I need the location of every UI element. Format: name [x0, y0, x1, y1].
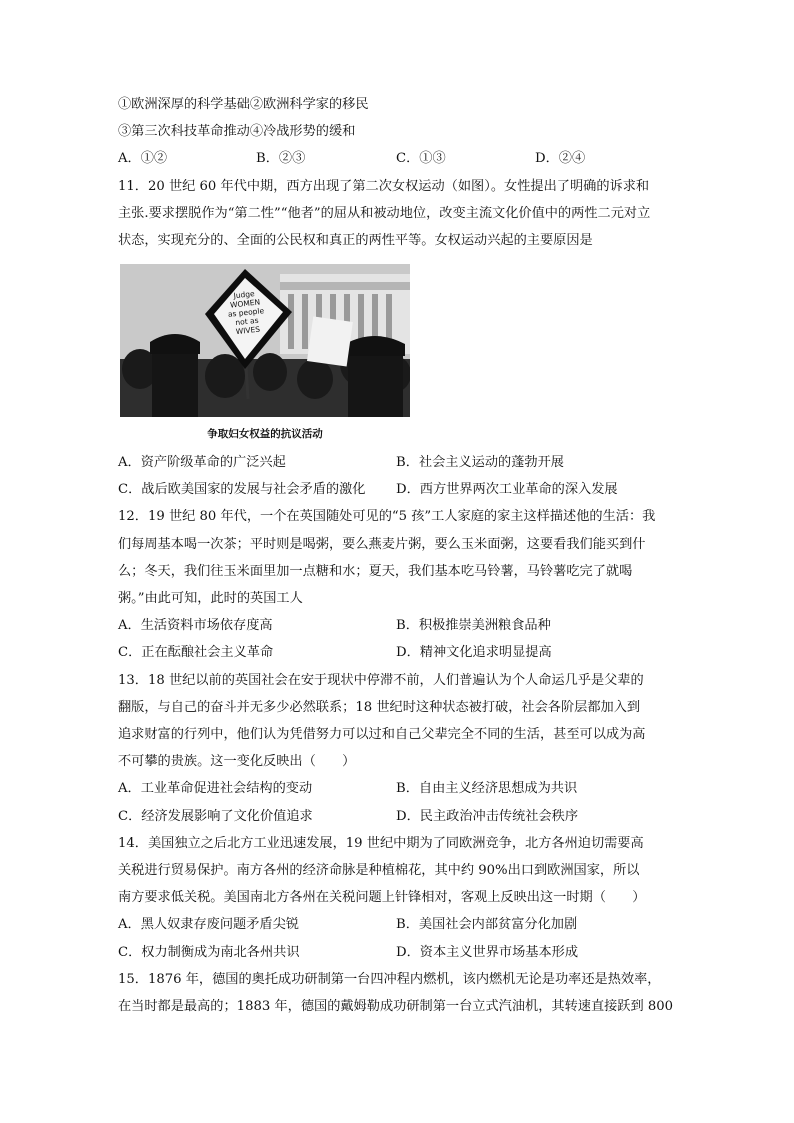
sign-line-4: not as: [234, 315, 259, 328]
protest-sign-text: [222, 288, 270, 337]
q11-stem-line-2: 主张.要求摆脱作为“第二性”“他者”的屈从和被动地位，改变主流文化价值中的两性二元对立: [118, 206, 651, 221]
q14-stem-line-2: 关税进行贸易保护。南方各州的经济命脉是种植棉花，其中约 90%出口到欧洲国家，所以: [118, 863, 640, 878]
sign-line-5: WIVES: [235, 324, 261, 337]
q10-option-d: D．②④: [535, 151, 586, 166]
q11-stem-line-1: 11．20 世纪 60 年代中期，西方出现了第二次女权运动（如图）。女性提出了明确的诉求和: [118, 179, 650, 194]
q11-option-b: B．社会主义运动的蓬勃开展: [396, 455, 564, 470]
q10-option-b: B．②③: [256, 151, 306, 166]
q12-option-b: B．积极推崇美洲粮食品种: [396, 618, 551, 633]
q12-stem-line-4: 粥。”由此可知，此时的英国工人: [118, 591, 303, 606]
q11-stem-line-3: 状态，实现充分的、全面的公民权和真正的两性平等。女权运动兴起的主要原因是: [118, 233, 593, 248]
q12-stem-line-1: 12．19 世纪 80 年代，一个在英国随处可见的“5 孩”工人家庭的家主这样描述他的生活：我: [118, 509, 656, 524]
q14-stem-line-1: 14．美国独立之后北方工业迅速发展，19 世纪中期为了同欧洲竞争，北方各州迫切需要高: [118, 836, 644, 851]
q12-option-d: D．精神文化追求明显提高: [396, 645, 552, 660]
q13-option-a: A．工业革命促进社会结构的变动: [118, 781, 313, 796]
q14-stem-line-3: 南方要求低关税。美国南北方各州在关税问题上针锋相对，客观上反映出这一时期（ ）: [118, 890, 646, 905]
q11-option-d: D．西方世界两次工业革命的深入发展: [396, 482, 618, 497]
q11-option-a: A．资产阶级革命的广泛兴起: [118, 455, 286, 470]
q10-option-a: A．①②: [118, 151, 168, 166]
q13-stem-line-4: 不可攀的贵族。这一变化反映出（ ）: [118, 754, 356, 769]
protest-photo: [120, 264, 410, 417]
q14-option-d: D．资本主义世界市场基本形成: [396, 945, 579, 960]
sign-line-1: Judge: [233, 289, 256, 301]
q13-option-d: D．民主政治冲击传统社会秩序: [396, 809, 579, 824]
q15-stem-line-1: 15．1876 年，德国的奥托成功研制第一台四冲程内燃机，该内燃机无论是功率还是热效率，: [118, 972, 661, 987]
q14-option-b: B．美国社会内部贫富分化加剧: [396, 917, 578, 932]
q13-stem-line-1: 13．18 世纪以前的英国社会在安于现状中停滞不前，人们普遍认为个人命运几乎是父辈的: [118, 673, 644, 688]
q14-option-a: A．黑人奴隶存废问题矛盾尖锐: [118, 917, 299, 932]
photo-caption: 争取妇女权益的抗议活动: [207, 428, 323, 440]
statement-line-1: ①欧洲深厚的科学基础②欧洲科学家的移民: [118, 97, 369, 112]
q14-option-c: C．权力制衡成为南北各州共识: [118, 945, 300, 960]
q10-option-c: C．①③: [396, 151, 446, 166]
q13-option-b: B．自由主义经济思想成为共识: [396, 781, 578, 796]
sign-line-2: WOMEN: [229, 297, 261, 310]
q12-option-a: A．生活资料市场依存度高: [118, 618, 273, 633]
q15-stem-line-2: 在当时都是最高的；1883 年，德国的戴姆勒成功研制第一台立式汽油机，其转速直接跃到 800: [118, 999, 674, 1014]
q13-option-c: C．经济发展影响了文化价值追求: [118, 809, 313, 824]
q13-stem-line-3: 追求财富的行列中，他们认为凭借努力可以过和自己父辈完全不同的生活，甚至可以成为高: [118, 727, 646, 742]
q12-option-c: C．正在酝酿社会主义革命: [118, 645, 274, 660]
q11-option-c: C．战后欧美国家的发展与社会矛盾的激化: [118, 482, 366, 497]
q12-stem-line-3: 么；冬天，我们往玉米面里加一点糖和水；夏天，我们基本吃马铃薯，马铃薯吃完了就喝: [118, 564, 633, 579]
statement-line-2: ③第三次科技革命推动④冷战形势的缓和: [118, 124, 356, 139]
sign-line-3: as people: [227, 306, 265, 319]
q13-stem-line-2: 翻版，与自己的奋斗并无多少必然联系；18 世纪时这种状态被打破，社会各阶层都加入到: [118, 700, 641, 715]
q12-stem-line-2: 们每周基本喝一次茶；平时则是喝粥，要么燕麦片粥，要么玉米面粥，这要看我们能买到什: [118, 537, 646, 552]
